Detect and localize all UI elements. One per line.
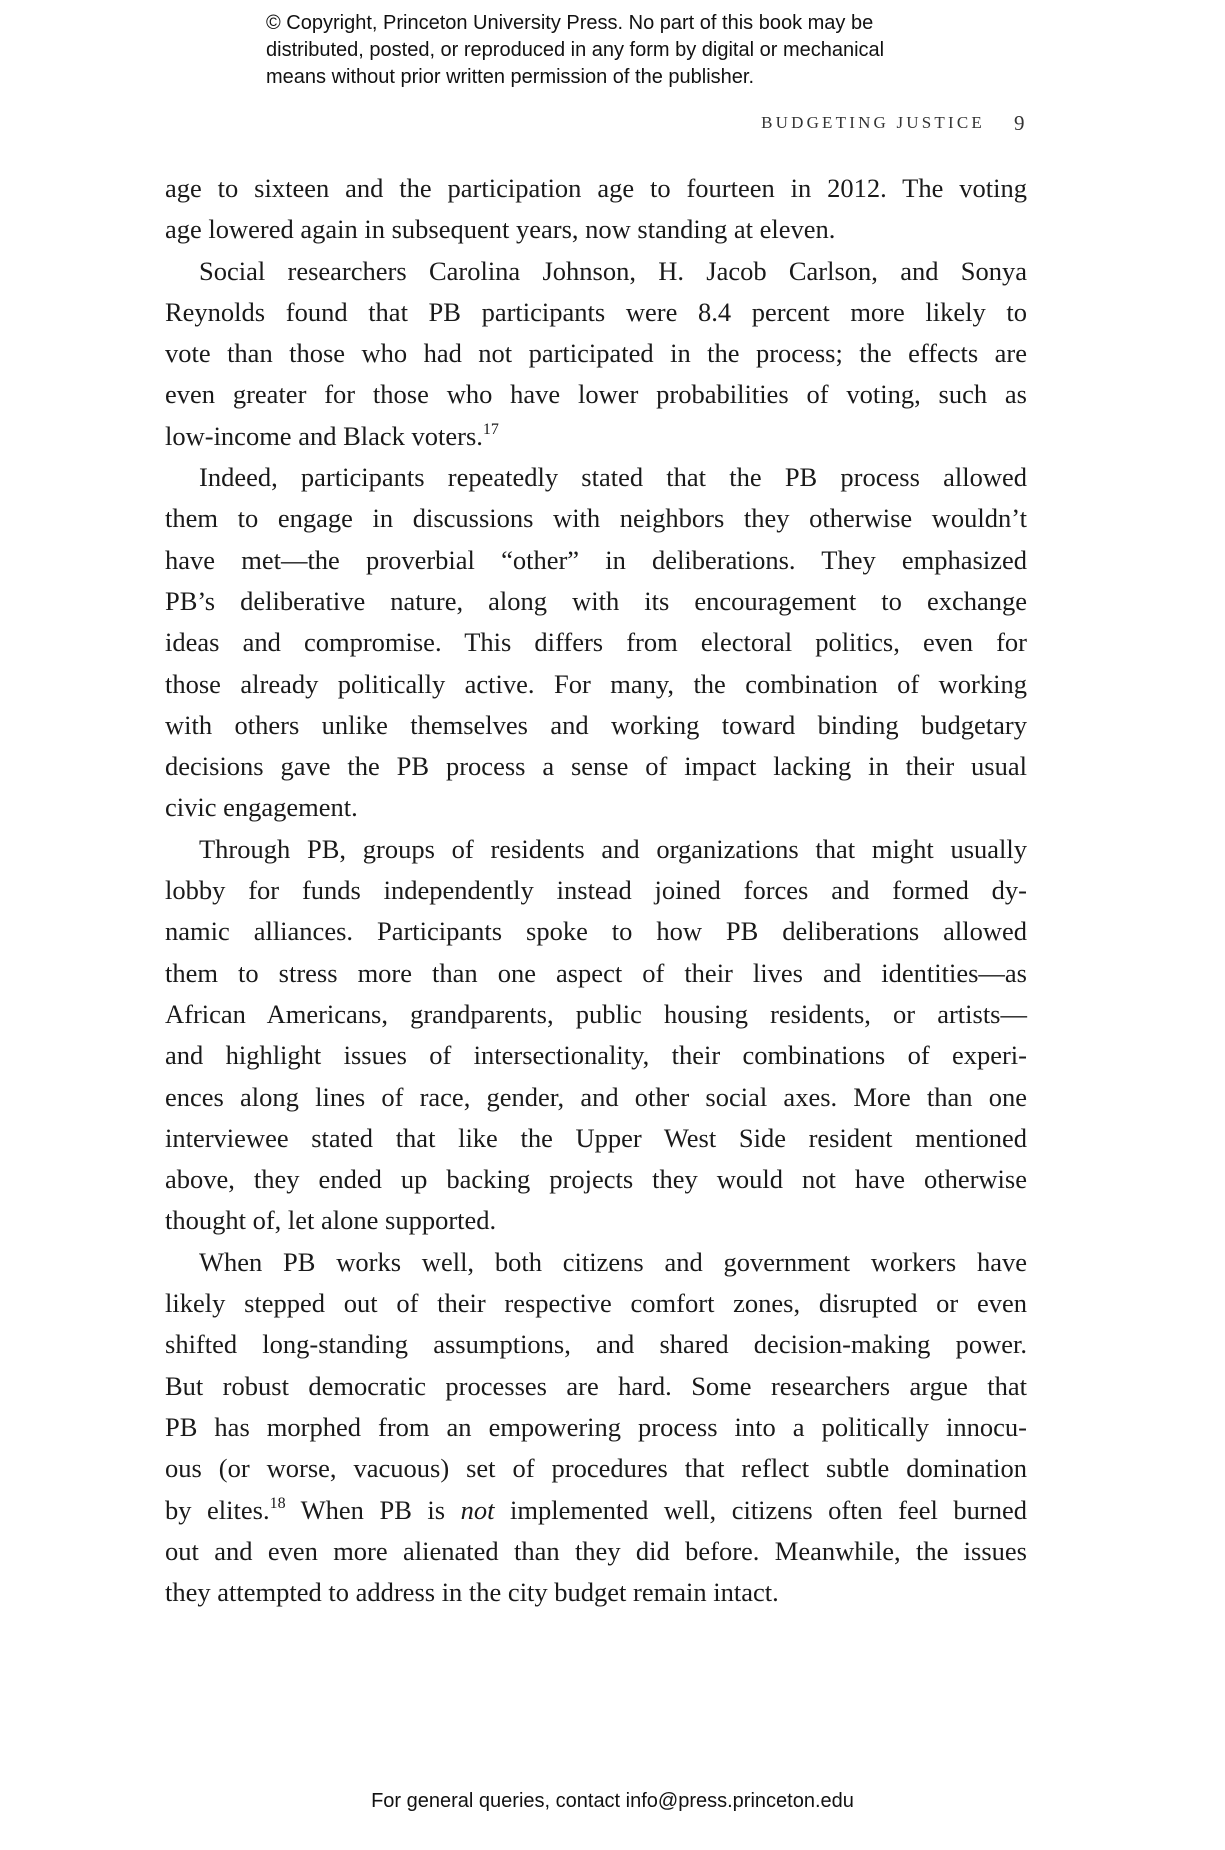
text-line: ideas and compromise. This differs from electoral politics, even for <box>165 627 1027 658</box>
text-line: PB has morphed from an empowering process into a politically innocu- <box>165 1411 1027 1442</box>
text-line: Through PB, groups of residents and organizations that might usually <box>199 833 1027 864</box>
body-text <box>165 168 1027 1613</box>
paragraph <box>165 168 1027 251</box>
footnote-ref: 17 <box>482 420 499 438</box>
paragraph <box>165 457 1027 829</box>
text-line: shifted long-standing assumptions, and shared decision-making power. <box>165 1329 1027 1360</box>
text-line: them to stress more than one aspect of their lives and identities—as <box>165 957 1027 988</box>
text-line: namic alliances. Participants spoke to how PB deliberations allowed <box>165 916 1027 947</box>
text-line: civic engagement. <box>165 792 358 823</box>
text-line: age lowered again in subsequent years, now standing at eleven. <box>165 214 836 245</box>
footnote-ref: 18 <box>269 1494 286 1512</box>
text-line: Reynolds found that PB participants were 8.4 percent more likely to <box>165 296 1027 327</box>
page-number: 9 <box>1014 111 1025 135</box>
text-line: by elites.$^{18}$ When PB is not implemented well, citizens often feel burned <box>165 1494 1027 1525</box>
text-line: those already politically active. For many, the combination of working <box>165 668 1027 699</box>
text-line: them to engage in discussions with neighbors they otherwise wouldn’t <box>165 503 1027 534</box>
text-line: age to sixteen and the participation age to fourteen in 2012. The voting <box>165 173 1027 203</box>
text-line: ous (or worse, vacuous) set of procedures that reflect subtle domination <box>165 1453 1027 1484</box>
copyright-line: © Copyright, Princeton University Press. No part of this book may be <box>266 12 874 34</box>
text-line: they attempted to address in the city budget remain intact. <box>165 1577 779 1608</box>
text-line: ences along lines of race, gender, and other social axes. More than one <box>165 1081 1027 1112</box>
text-line: thought of, let alone supported. <box>165 1205 497 1236</box>
emphasis: not <box>460 1494 495 1525</box>
text-line: out and even more alienated than they did before. Meanwhile, the issues <box>165 1535 1027 1566</box>
text-line: decisions gave the PB process a sense of impact lacking in their usual <box>165 751 1027 782</box>
text-line: But robust democratic processes are hard. Some researchers argue that <box>165 1370 1027 1401</box>
text-line: likely stepped out of their respective comfort zones, disrupted or even <box>165 1288 1027 1319</box>
text-line: interviewee stated that like the Upper West Side resident mentioned <box>165 1122 1027 1153</box>
copyright-line: distributed, posted, or reproduced in any form by digital or mechanical <box>266 39 885 61</box>
paragraph <box>165 251 1027 457</box>
paragraph <box>165 829 1027 1242</box>
text-line: lobby for funds independently instead joined forces and formed dy- <box>165 875 1027 906</box>
text-line: African Americans, grandparents, public housing residents, or artists— <box>165 998 1027 1029</box>
running-head: BUDGETING JUSTICE <box>761 113 985 132</box>
text-line: low-income and Black voters.$^{17}$ <box>165 420 499 451</box>
text-line: vote than those who had not participated in the process; the effects are <box>165 338 1027 369</box>
text-line: have met—the proverbial “other” in deliberations. They emphasized <box>165 544 1027 575</box>
text-line: PB’s deliberative nature, along with its encouragement to exchange <box>165 585 1027 616</box>
text-line: and highlight issues of intersectionality, their combinations of experi- <box>165 1040 1027 1071</box>
text-line: When PB works well, both citizens and government workers have <box>199 1246 1027 1277</box>
text-line: above, they ended up backing projects they would not have otherwise <box>165 1164 1027 1195</box>
text-line: with others unlike themselves and working toward binding budgetary <box>165 709 1027 740</box>
text-line: Indeed, participants repeatedly stated that the PB process allowed <box>199 462 1027 493</box>
text-line: even greater for those who have lower probabilities of voting, such as <box>165 379 1027 410</box>
paragraph <box>165 1242 1027 1614</box>
text-line: Social researchers Carolina Johnson, H. Jacob Carlson, and Sonya <box>199 255 1027 286</box>
copyright-notice <box>266 10 884 91</box>
copyright-line: means without prior written permission of the publisher. <box>266 66 755 88</box>
footer-contact: For general queries, contact info@press.princeton.edu <box>371 1790 854 1812</box>
